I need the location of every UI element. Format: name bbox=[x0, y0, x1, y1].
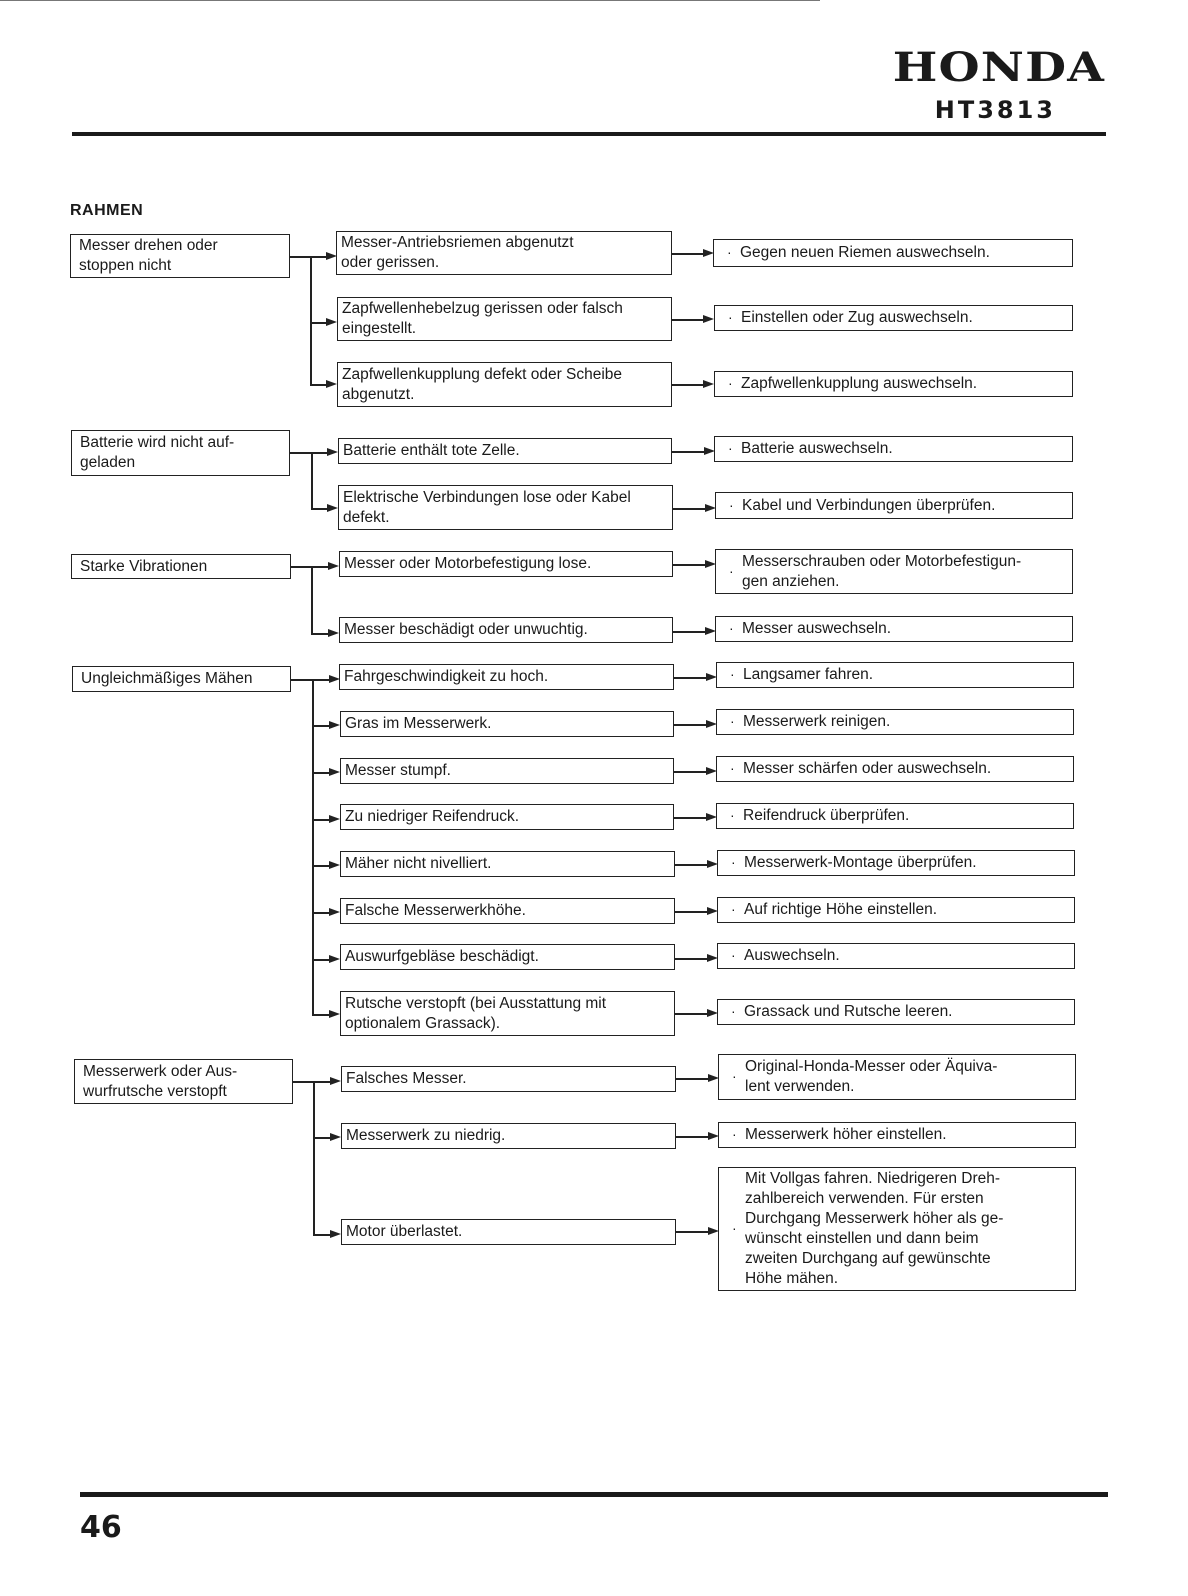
connector-line bbox=[675, 1231, 712, 1233]
arrow-head-icon bbox=[329, 815, 340, 823]
cause-box: Mäher nicht nivelliert. bbox=[340, 851, 675, 877]
remedy-box: · Original-Honda-Messer oder Äquiva- lent verwenden. bbox=[718, 1054, 1076, 1100]
connector-line bbox=[674, 1013, 711, 1015]
honda-logo: HONDA bbox=[892, 44, 1105, 91]
cause-box: Auswurfgebläse beschädigt. bbox=[340, 944, 675, 970]
connector-line bbox=[671, 253, 707, 255]
connector-line bbox=[673, 724, 710, 726]
remedy-box: · Messer auswechseln. bbox=[715, 616, 1073, 642]
arrow-head-icon bbox=[329, 908, 340, 916]
problem-box: Messer drehen oder stoppen nicht bbox=[70, 234, 290, 278]
page-number: 46 bbox=[80, 1510, 122, 1545]
problem-box: Starke Vibrationen bbox=[71, 554, 291, 579]
arrow-head-icon bbox=[329, 721, 340, 729]
cause-box: Messer beschädigt oder unwuchtig. bbox=[339, 617, 673, 643]
connector-line bbox=[675, 1136, 712, 1138]
connector-line bbox=[289, 452, 312, 454]
cause-box: Falsche Messerwerkhöhe. bbox=[340, 898, 675, 924]
cause-box: Elektrische Verbindungen lose oder Kabel defekt. bbox=[338, 485, 673, 530]
remedy-box: · Mit Vollgas fahren. Niedrigeren Dreh- zahlbereich verwenden. Für ersten Durchgang Messerwerk höher als ge- wünscht einstellen und dann beim zweiten Durchgang auf gewünschte Höhe mähen. bbox=[718, 1167, 1076, 1291]
cause-box: Zapfwellenhebelzug gerissen oder falsch eingestellt. bbox=[337, 297, 672, 341]
arrow-head-icon bbox=[703, 380, 714, 388]
connector-line bbox=[673, 817, 710, 819]
connector-line bbox=[312, 679, 314, 1015]
cause-box: Zapfwellenkupplung defekt oder Scheibe abgenutzt. bbox=[337, 362, 672, 407]
remedy-box: · Auf richtige Höhe einstellen. bbox=[717, 897, 1075, 923]
remedy-box: · Messerwerk-Montage überprüfen. bbox=[717, 850, 1075, 876]
scan-edge-line bbox=[0, 0, 820, 1]
arrow-head-icon bbox=[329, 1010, 340, 1018]
remedy-box: · Kabel und Verbindungen überprüfen. bbox=[715, 492, 1073, 519]
connector-line bbox=[672, 631, 709, 633]
header-rule bbox=[72, 132, 1106, 136]
arrow-head-icon bbox=[330, 1077, 341, 1085]
cause-box: Messer-Antriebsriemen abgenutzt oder gerissen. bbox=[336, 231, 672, 275]
arrow-head-icon bbox=[327, 504, 338, 512]
arrow-head-icon bbox=[329, 768, 340, 776]
connector-line bbox=[313, 1081, 315, 1235]
arrow-head-icon bbox=[330, 1230, 341, 1238]
connector-line bbox=[672, 564, 709, 566]
connector-line bbox=[674, 958, 711, 960]
arrow-head-icon bbox=[328, 562, 339, 570]
connector-line bbox=[674, 864, 711, 866]
connector-line bbox=[311, 452, 313, 508]
footer-rule bbox=[80, 1492, 1108, 1497]
section-title: RAHMEN bbox=[70, 202, 144, 219]
remedy-box: · Langsamer fahren. bbox=[716, 662, 1074, 688]
cause-box: Messer oder Motorbefestigung lose. bbox=[339, 551, 673, 577]
arrow-head-icon bbox=[328, 629, 339, 637]
cause-box: Motor überlastet. bbox=[341, 1219, 676, 1245]
problem-box: Messerwerk oder Aus- wurfrutsche verstopft bbox=[74, 1059, 293, 1104]
connector-line bbox=[671, 384, 707, 386]
arrow-head-icon bbox=[326, 380, 337, 388]
cause-box: Messerwerk zu niedrig. bbox=[341, 1123, 676, 1149]
remedy-box: · Reifendruck überprüfen. bbox=[716, 803, 1074, 829]
connector-line bbox=[671, 451, 708, 453]
cause-box: Fahrgeschwindigkeit zu hoch. bbox=[339, 664, 674, 690]
remedy-box: · Messerschrauben oder Motorbefestigun- gen anziehen. bbox=[715, 549, 1073, 594]
remedy-box: · Einstellen oder Zug auswechseln. bbox=[714, 305, 1073, 331]
cause-box: Falsches Messer. bbox=[341, 1066, 676, 1092]
remedy-box: · Messerwerk reinigen. bbox=[716, 709, 1074, 735]
remedy-box: · Grassack und Rutsche leeren. bbox=[717, 999, 1075, 1025]
problem-box: Batterie wird nicht auf- geladen bbox=[71, 430, 290, 476]
connector-line bbox=[289, 256, 311, 258]
connector-line bbox=[675, 1078, 712, 1080]
remedy-box: · Zapfwellenkupplung auswechseln. bbox=[714, 371, 1073, 397]
connector-line bbox=[290, 566, 312, 568]
cause-box: Rutsche verstopft (bei Ausstattung mit optionalem Grassack). bbox=[340, 991, 675, 1036]
connector-line bbox=[673, 771, 710, 773]
connector-line bbox=[674, 911, 711, 913]
remedy-box: · Auswechseln. bbox=[717, 943, 1075, 969]
connector-line bbox=[311, 566, 313, 634]
remedy-box: · Batterie auswechseln. bbox=[714, 436, 1073, 462]
cause-box: Zu niedriger Reifendruck. bbox=[340, 804, 674, 830]
remedy-box: · Messerwerk höher einstellen. bbox=[718, 1122, 1076, 1148]
problem-box: Ungleichmäßiges Mähen bbox=[72, 666, 291, 692]
arrow-head-icon bbox=[329, 861, 340, 869]
arrow-head-icon bbox=[330, 1133, 341, 1141]
model-number: HT3813 bbox=[934, 96, 1056, 124]
connector-line bbox=[290, 679, 313, 681]
arrow-head-icon bbox=[703, 315, 714, 323]
connector-line bbox=[673, 677, 710, 679]
cause-box: Gras im Messerwerk. bbox=[340, 711, 674, 737]
remedy-box: · Gegen neuen Riemen auswechseln. bbox=[713, 239, 1073, 267]
arrow-head-icon bbox=[329, 955, 340, 963]
connector-line bbox=[310, 256, 312, 384]
remedy-box: · Messer schärfen oder auswechseln. bbox=[716, 756, 1074, 782]
connector-line bbox=[672, 508, 709, 510]
connector-line bbox=[292, 1081, 314, 1083]
cause-box: Messer stumpf. bbox=[340, 758, 674, 784]
cause-box: Batterie enthält tote Zelle. bbox=[338, 438, 672, 464]
arrow-head-icon bbox=[326, 318, 337, 326]
arrow-head-icon bbox=[327, 448, 338, 456]
connector-line bbox=[671, 319, 707, 321]
